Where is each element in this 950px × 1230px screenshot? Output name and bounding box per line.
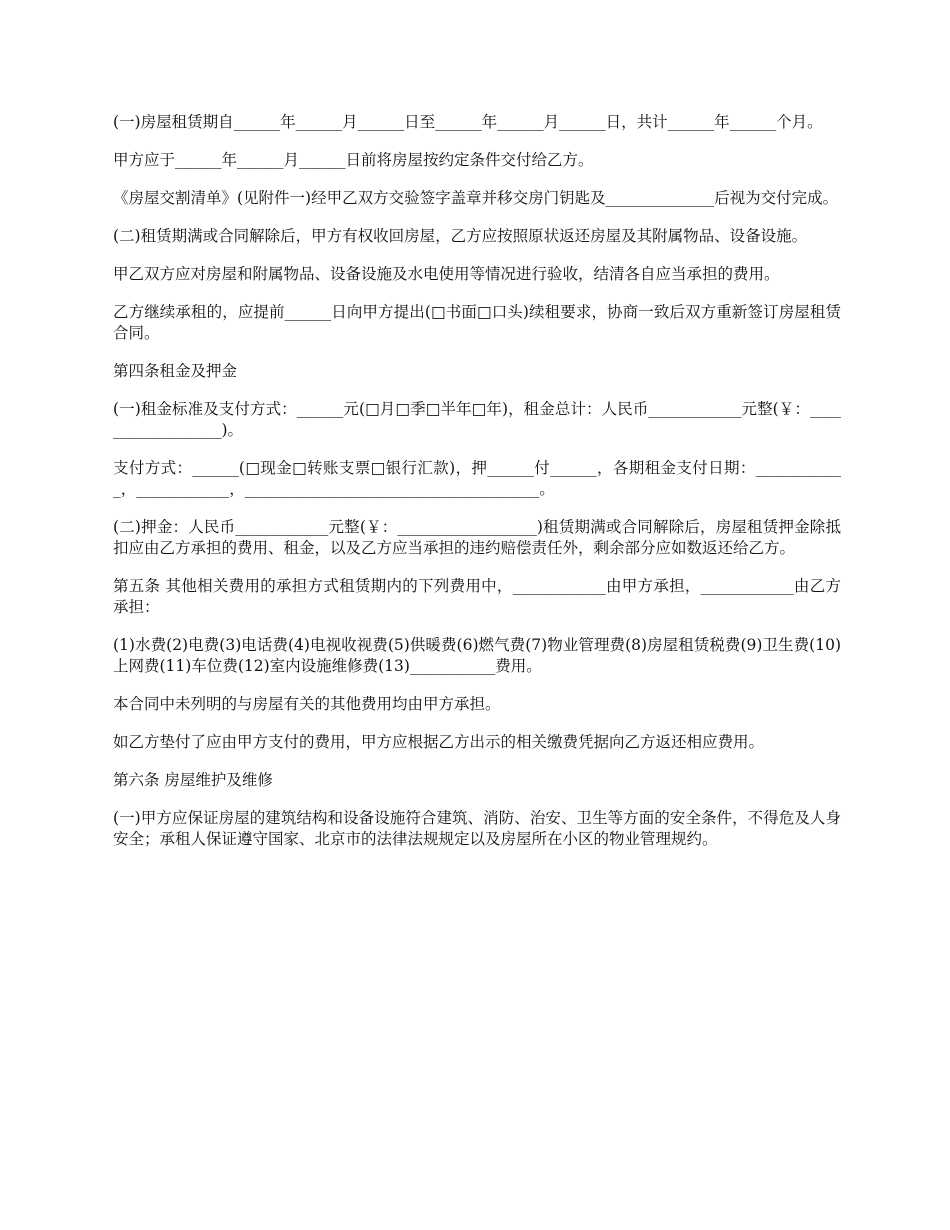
lease-term-paragraph: (一)房屋租赁期自______年______月______日至______年______月______日，共计______年______个月。 bbox=[113, 113, 823, 131]
article-six-heading: 第六条 房屋维护及维修 bbox=[113, 771, 273, 789]
handover-list-paragraph: 《房屋交割清单》(见附件一)经甲乙双方交验签字盖章并移交房门钥匙及______________后视为交付完成。 bbox=[113, 189, 839, 207]
safety-paragraph: (一)甲方应保证房屋的建筑结构和设备设施符合建筑、消防、治安、卫生等方面的安全条件，不得危及人身安全；承租人保证遵守国家、北京市的法律法规规定以及房屋所在小区的物业管理规约。 bbox=[113, 809, 841, 848]
payment-method-paragraph: 支付方式：______(□现金□转账支票□银行汇款)，押______付______，各期租金支付日期：____________，____________，______________________________________。 bbox=[113, 459, 841, 498]
fee-list-paragraph: (1)水费(2)电费(3)电话费(4)电视收视费(5)供暖费(6)燃气费(7)物业管理费(8)房屋租赁税费(9)卫生费(10)上网费(11)车位费(12)室内设施维修费(13)___________费用。 bbox=[113, 636, 841, 675]
lease-end-paragraph: (二)租赁期满或合同解除后，甲方有权收回房屋，乙方应按照原状返还房屋及其附属物品、设备设施。 bbox=[113, 227, 808, 245]
article-four-heading: 第四条租金及押金 bbox=[113, 362, 238, 380]
contract-page bbox=[113, 112, 841, 867]
deposit-paragraph: (二)押金：人民币____________元整(￥：__________________)租赁期满或合同解除后，房屋租赁押金除抵扣应由乙方承担的费用、租金，以及乙方应当承担的违约赔偿责任外，剩余部分应如数返还给乙方。 bbox=[113, 518, 841, 557]
advance-payment-paragraph: 如乙方垫付了应由甲方支付的费用，甲方应根据乙方出示的相关缴费凭据向乙方返还相应费用。 bbox=[113, 733, 765, 751]
other-fees-paragraph: 本合同中未列明的与房屋有关的其他费用均由甲方承担。 bbox=[113, 695, 501, 713]
inspection-paragraph: 甲乙双方应对房屋和附属物品、设备设施及水电使用等情况进行验收，结清各自应当承担的费用。 bbox=[113, 265, 780, 283]
article-five-paragraph: 第五条 其他相关费用的承担方式租赁期内的下列费用中，____________由甲方承担，____________由乙方承担： bbox=[113, 577, 841, 616]
delivery-date-paragraph: 甲方应于______年______月______日前将房屋按约定条件交付给乙方。 bbox=[113, 151, 594, 169]
rent-standard-paragraph: (一)租金标准及支付方式：______元(□月□季□半年□年)，租金总计：人民币____________元整(￥：__________________)。 bbox=[113, 400, 841, 439]
renewal-paragraph: 乙方继续承租的，应提前______日向甲方提出(□书面□口头)续租要求，协商一致后双方重新签订房屋租赁合同。 bbox=[113, 303, 841, 342]
